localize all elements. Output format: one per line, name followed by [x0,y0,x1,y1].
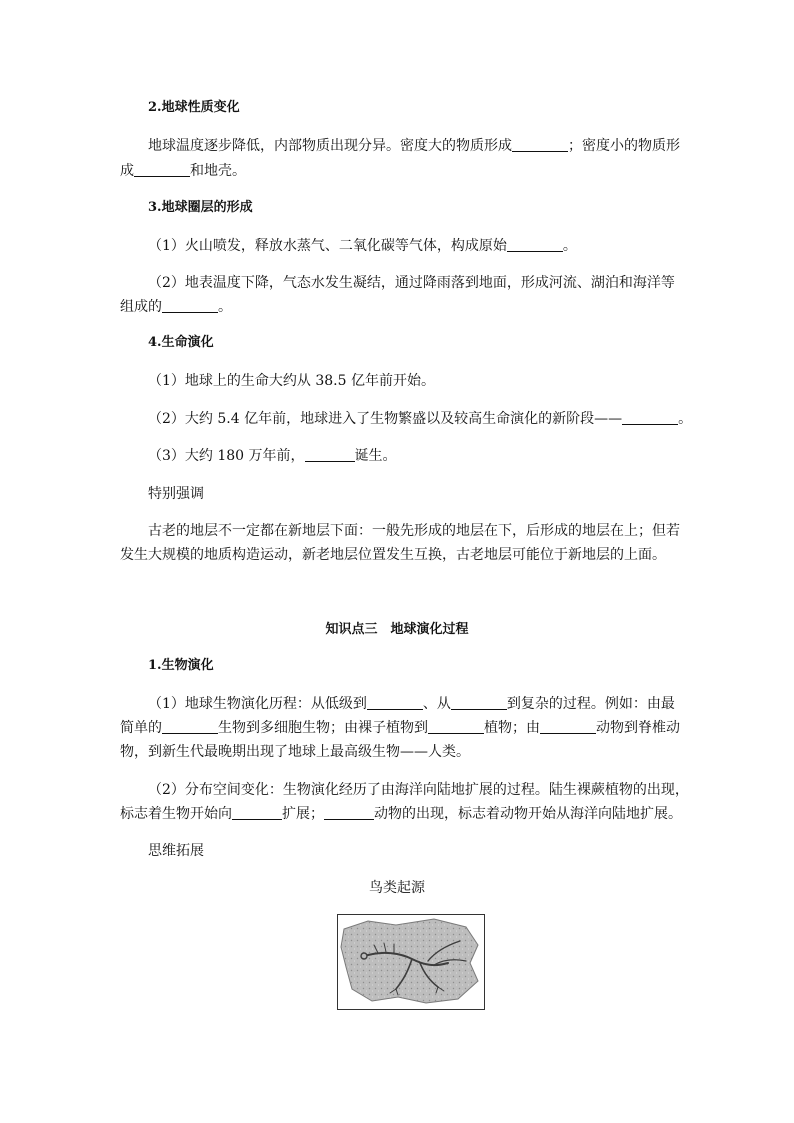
text: （1）火山喷发，释放水蒸气、二氧化碳等气体，构成原始 [148,238,507,254]
paragraph-line [148,694,708,714]
fill-blank[interactable] [134,162,190,177]
paragraph-line [120,297,680,317]
knowledge-point-title: 知识点三 地球演化过程 [325,622,469,637]
thinking-title: 思维拓展 [148,843,204,859]
paragraph-line [120,742,680,762]
fill-blank[interactable] [622,410,678,425]
bird-fossil-image [338,915,484,1009]
text: （3）大约 180 万年前， [148,448,305,464]
text: 、从 [422,696,451,712]
paragraph-line [148,236,708,256]
text: 。 [678,411,693,427]
text: ；密度小的物质形 [568,138,680,154]
text: 发生大规模的地质构造运动，新老地层位置发生互换，古老地层可能位于新地层的上面。 [120,547,666,563]
emphasis-title: 特别强调 [148,486,204,502]
text: 植物；由 [484,720,540,736]
fill-blank[interactable] [232,805,282,820]
paragraph-line [148,521,708,541]
fill-blank[interactable] [512,137,568,152]
text: 标志着生物开始向 [120,806,232,822]
text: 和地壳。 [190,163,246,179]
paragraph-line [148,136,708,156]
text: 诞生。 [354,448,397,464]
paragraph-line [148,273,708,293]
fill-blank[interactable] [324,805,374,820]
text: 地球温度逐步降低，内部物质出现分异。密度大的物质形成 [148,138,512,154]
text: 动物到脊椎动 [596,720,680,736]
section-heading-biological-evolution: 1.生物演化 [148,658,214,673]
paragraph-line [120,718,680,738]
fill-blank[interactable] [367,695,423,710]
section-heading-life-evolution: 4.生命演化 [148,335,214,350]
fill-blank[interactable] [507,237,563,252]
text: 到复杂的过程。例如：由最 [506,696,675,712]
paragraph-line [120,161,680,181]
fill-blank[interactable] [451,695,507,710]
paragraph-line [148,371,708,391]
text: 扩展； [282,806,324,822]
text: 动物的出现，标志着动物开始从海洋向陆地扩展。 [374,806,682,822]
paragraph-line [148,780,708,800]
text: 成 [120,163,134,179]
section-heading-sphere-formation: 3.地球圈层的形成 [148,200,253,215]
text: 古老的地层不一定都在新地层下面：一般先形成的地层在下，后形成的地层在上；但若 [148,523,680,539]
figure-caption: 鸟类起源 [369,880,425,896]
section-heading-earth-properties: 2.地球性质变化 [148,100,240,115]
paragraph-line [120,804,680,824]
fill-blank[interactable] [305,447,355,462]
fossil-image-frame [337,914,485,1010]
fill-blank[interactable] [162,719,218,734]
fill-blank[interactable] [540,719,596,734]
text: （1）地球上的生命大约从 38.5 亿年前开始。 [148,373,435,389]
text: （2）地表温度下降，气态水发生凝结，通过降雨落到地面，形成河流、湖泊和海洋等 [148,275,675,291]
text: 。 [562,238,577,254]
text: 物，到新生代最晚期出现了地球上最高级生物——人类。 [120,744,470,760]
text: 生物到多细胞生物；由裸子植物到 [218,720,428,736]
fill-blank[interactable] [162,298,218,313]
text: （2）分布空间变化：生物演化经历了由海洋向陆地扩展的过程。陆生裸蕨植物的出现， [148,782,689,798]
text: 组成的 [120,299,162,315]
text: （2）大约 5.4 亿年前，地球进入了生物繁盛以及较高生命演化的新阶段—— [148,411,623,427]
paragraph-line [148,446,708,466]
fill-blank[interactable] [428,719,484,734]
paragraph-line [120,545,680,565]
text: 简单的 [120,720,162,736]
text: 。 [218,299,232,315]
paragraph-line [148,409,708,429]
text: （1）地球生物演化历程：从低级到 [148,696,367,712]
